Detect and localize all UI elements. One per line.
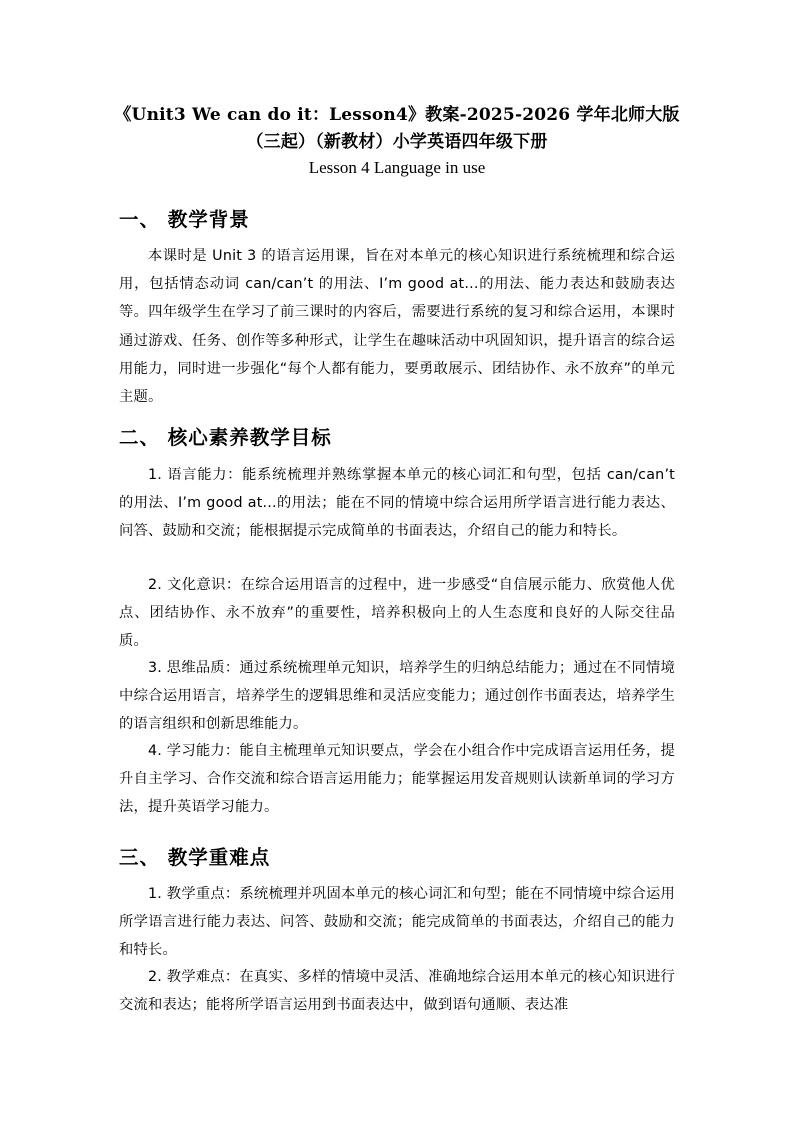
- goal-paragraph-culture: 2. 文化意识：在综合运用语言的过程中，进一步感受“自信展示能力、欣赏他人优点、团结协作、永不放弃”的重要性，培养积极向上的人生态度和良好的人际交往品质。: [119, 577, 675, 650]
- key-point-paragraph: 1. 教学重点：系统梳理并巩固本单元的核心词汇和句型；能在不同情境中综合运用所学语言进行能力表达、问答、鼓励和交流；能完成简单的书面表达，介绍自己的能力和特长。: [119, 886, 675, 959]
- section-heading-core-literacy-goals: 二、 核心素养教学目标: [119, 426, 332, 449]
- document-title: 《Unit3 We can do it：Lesson4》教案-2025-2026 学年北师大版（三起）（新教材）小学英语四年级下册: [114, 105, 680, 152]
- section-heading-key-difficult-points: 三、 教学重难点: [119, 846, 271, 869]
- goal-paragraph-thinking: 3. 思维品质：通过系统梳理单元知识，培养学生的归纳总结能力；通过在不同情境中综合运用语言，培养学生的逻辑思维和灵活应变能力；通过创作书面表达，培养学生的语言组织和创新思维能力。: [119, 660, 675, 733]
- document-subtitle: Lesson 4 Language in use: [308, 158, 486, 177]
- goal-paragraph-language: 1. 语言能力：能系统梳理并熟练掌握本单元的核心词汇和句型，包括 can/can’t 的用法、I’m good at...的用法；能在不同的情境中综合运用所学语言进行能力表达、问答、鼓励和交流；能根据提示完成简单的书面表达，介绍自己的能力和特长。: [119, 467, 675, 540]
- section-paragraph: 本课时是 Unit 3 的语言运用课，旨在对本单元的核心知识进行系统梳理和综合运用，包括情态动词 can/can’t 的用法、I’m good at...的用法、能力表达和鼓励表达等。四年级学生在学习了前三课时的内容后，需要进行系统的复习和综合运用，本课时通过游戏、任务、创作等多种形式，让学生在趣味活动中巩固知识，提升语言的综合运用能力，同时进一步强化“每个人都有能力，要勇敢展示、团结协作、永不放弃”的单元主题。: [119, 248, 675, 406]
- section-heading-teaching-background: 一、 教学背景: [119, 208, 250, 231]
- goal-paragraph-learning: 4. 学习能力：能自主梳理单元知识要点，学会在小组合作中完成语言运用任务，提升自主学习、合作交流和综合语言运用能力；能掌握运用发音规则认读新单词的学习方法，提升英语学习能力。: [119, 743, 675, 816]
- difficult-point-paragraph: 2. 教学难点：在真实、多样的情境中灵活、准确地综合运用本单元的核心知识进行交流和表达；能将所学语言运用到书面表达中，做到语句通顺、表达准: [119, 969, 675, 1014]
